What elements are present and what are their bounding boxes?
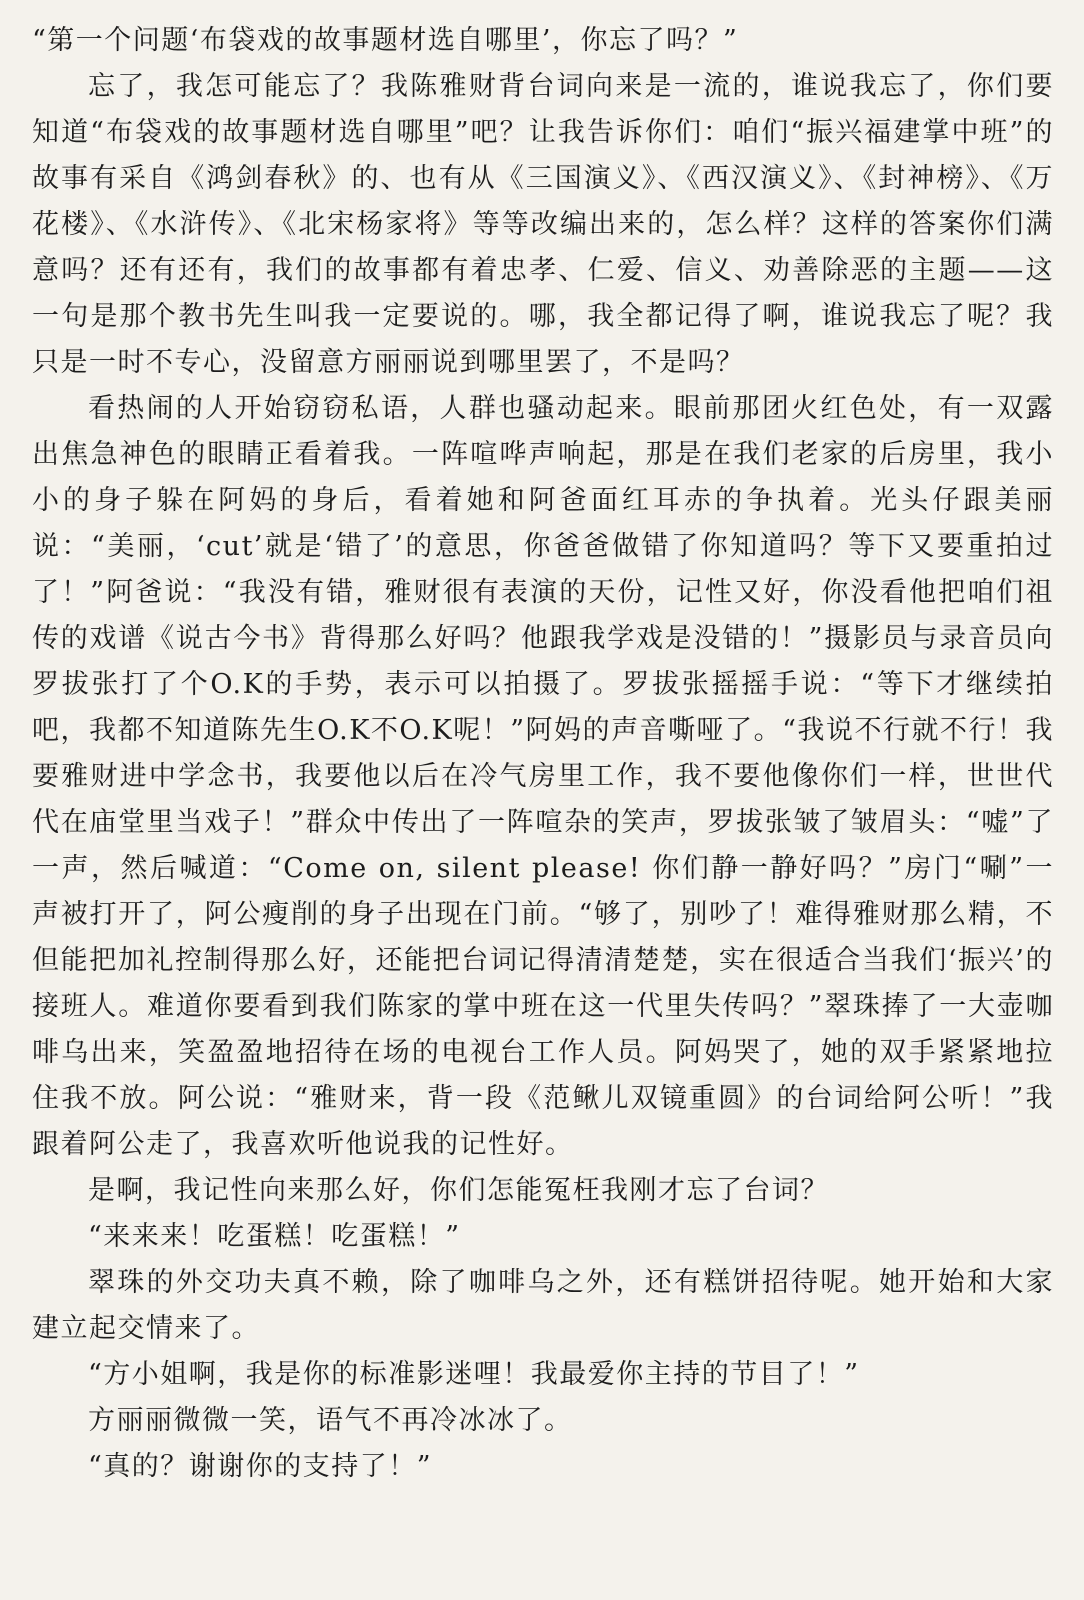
paragraph-cake-call: “来来来！吃蛋糕！吃蛋糕！” bbox=[88, 1221, 461, 1252]
paragraph-question: “第一个问题‘布袋戏的故事题材选自哪里’，你忘了吗？” bbox=[32, 25, 739, 56]
paragraph-flashback: 看热闹的人开始窃窃私语，人群也骚动起来。眼前那团火红色处，有一双露出焦急神色的眼睛正看着我。一阵喧哗声响起，那是在我们老家的后房里，我小小的身子躲在阿妈的身后，看着她和阿爸面红耳赤的争执着。光头仔跟美丽说：“美丽，‘cut’就是‘错了’的意思，你爸爸做错了你知道吗？等下又要重拍过了！”阿爸说：“我没有错，雅财很有表演的天份，记性又好，你没看他把咱们祖传的戏谱《说古今书》背得那么好吗？他跟我学戏是没错的！”摄影员与录音员向罗拔张打了个O.K的手势，表示可以拍摄了。罗拔张摇摇手说：“等下才继续拍吧，我都不知道陈先生O.K不O.K呢！”阿妈的声音嘶哑了。“我说不行就不行！我要雅财进中学念书，我要他以后在冷气房里工作，我不要他像你们一样，世世代代在庙堂里当戏子！”群众中传出了一阵喧杂的笑声，罗拔张皱了皱眉头：“嘘”了一声，然后喊道：“Come on, silent please! 你们静一静好吗？”房门“唰”一声被打开了，阿公瘦削的身子出现在门前。“够了，别吵了！难得雅财那么精，不但能把加礼控制得那么好，还能把台词记得清清楚楚，实在很适合当我们‘振兴’的接班人。难道你要看到我们陈家的掌中班在这一代里失传吗？”翠珠捧了一大壶咖啡乌出来，笑盈盈地招待在场的电视台工作人员。阿妈哭了，她的双手紧紧地拉住我不放。阿公说：“雅财来，背一段《范鳅儿双镜重圆》的台词给阿公听！”我跟着阿公走了，我喜欢听他说我的记性好。 bbox=[32, 393, 1054, 1160]
paragraph-story-answer: 忘了，我怎可能忘了？我陈雅财背台词向来是一流的，谁说我忘了，你们要知道“布袋戏的故事题材选自哪里”吧？让我告诉你们：咱们“振兴福建掌中班”的故事有采自《鸿剑春秋》的、也有从《三国演义》、《西汉演义》、《封神榜》、《万花楼》、《水浒传》、《北宋杨家将》等等改编出来的，怎么样？这样的答案你们满意吗？还有还有，我们的故事都有着忠孝、仁爱、信义、劝善除恶的主题——这一句是那个教书先生叫我一定要说的。哪，我全都记得了啊，谁说我忘了呢？我只是一时不专心，没留意方丽丽说到哪里罢了，不是吗？ bbox=[32, 71, 1054, 378]
paragraph-thanks: “真的？谢谢你的支持了！” bbox=[88, 1451, 433, 1482]
paragraph-hospitality: 翠珠的外交功夫真不赖，除了咖啡乌之外，还有糕饼招待呢。她开始和大家建立起交情来了。 bbox=[32, 1267, 1054, 1344]
paragraph-fan-remark: “方小姐啊，我是你的标准影迷哩！我最爱你主持的节目了！” bbox=[88, 1359, 860, 1390]
paragraph-smile: 方丽丽微微一笑，语气不再冷冰冰了。 bbox=[88, 1405, 573, 1436]
paragraph-memory: 是啊，我记性向来那么好，你们怎能冤枉我刚才忘了台词？ bbox=[88, 1175, 829, 1206]
